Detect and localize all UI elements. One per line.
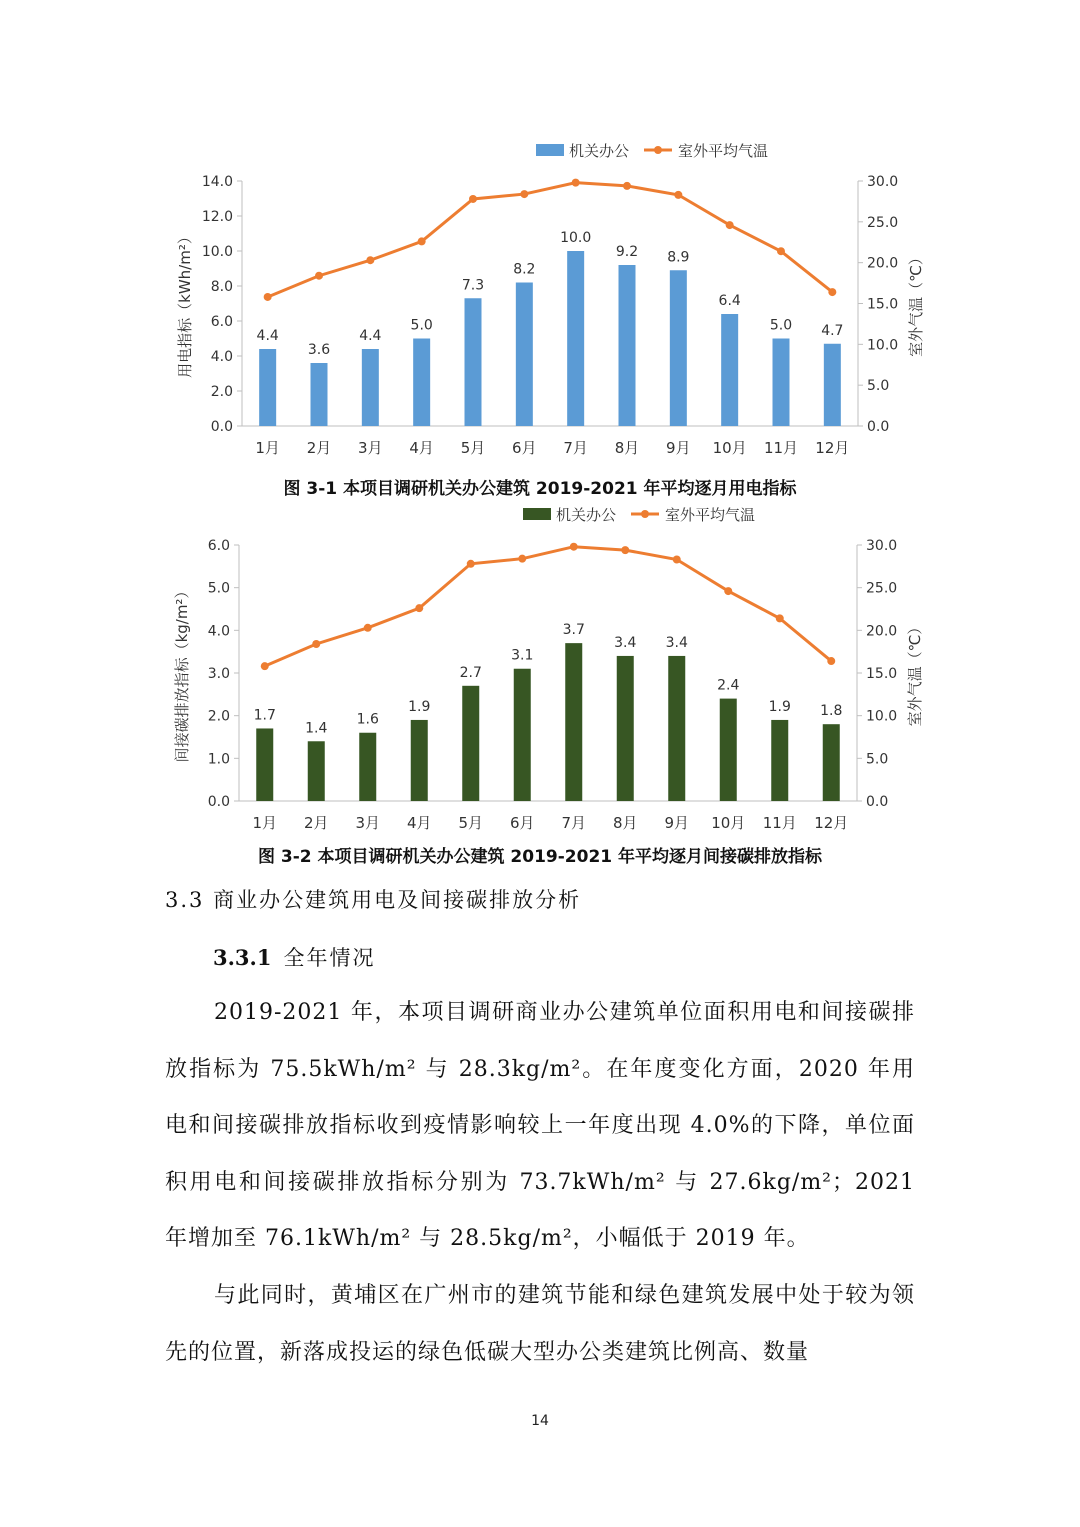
subsection-number: 3.3.1 [213, 945, 272, 970]
y2-tick-label: 25.0 [867, 214, 899, 231]
legend-bar-swatch [536, 144, 564, 156]
bar [362, 349, 379, 426]
bar-value-label: 3.6 [307, 342, 331, 358]
temperature-point [261, 662, 269, 670]
y2-tick-label: 5.0 [866, 751, 889, 768]
temperature-point [315, 272, 323, 280]
bar [721, 314, 738, 426]
temperature-point [418, 237, 426, 245]
y-tick-label: 1.0 [207, 751, 230, 768]
bar [824, 344, 841, 426]
x-tick-label: 3月 [358, 439, 383, 457]
bar [771, 720, 788, 801]
bar-value-label: 4.7 [821, 322, 844, 339]
bar-value-label: 2.7 [459, 664, 482, 681]
bar [514, 669, 531, 801]
y2-tick-label: 30.0 [867, 174, 899, 190]
bar-value-label: 3.1 [511, 647, 534, 664]
temperature-point [828, 288, 836, 296]
bar [617, 656, 634, 801]
bar [462, 686, 479, 801]
page-number: 14 [531, 1413, 549, 1429]
bar [773, 339, 790, 427]
bar [720, 699, 737, 801]
y-tick-label: 8.0 [210, 279, 233, 295]
bar-value-label: 9.2 [615, 244, 639, 260]
y-axis-title: 用电指标（kWh/m²） [176, 229, 194, 378]
temperature-point [366, 256, 374, 264]
x-tick-label: 5月 [460, 439, 486, 457]
bar-value-label: 1.6 [356, 711, 379, 728]
y-tick-label: 0.0 [207, 794, 230, 810]
y-tick-label: 2.0 [210, 384, 233, 400]
x-tick-label: 12月 [814, 814, 849, 832]
bar [411, 720, 428, 801]
legend-line-marker [654, 146, 662, 154]
paragraph-1: 2019-2021 年，本项目调研商业办公建筑单位面积用电和间接碳排放指标为 75.5kWh/m² 与 28.3kg/m²。在年度变化方面，2020 年用电和间接碳排放指标收到疫情影响较上一年度出现 4.0%的下降，单位面积用电和间接碳排放指标分别为 73.7kWh/m² 与 27.6kg/m²；2021 年增加至 76.1kWh/m² 与 28.5kg/m²，小幅低于 2019 年。 [165, 1000, 915, 1251]
bar-value-label: 10.0 [560, 230, 592, 246]
subsection-heading [213, 942, 375, 972]
x-tick-label: 7月 [561, 814, 587, 832]
y-tick-label: 14.0 [201, 174, 233, 190]
y2-tick-label: 5.0 [867, 378, 890, 395]
y2-tick-label: 30.0 [866, 538, 898, 554]
y-tick-label: 0.0 [210, 419, 233, 435]
x-tick-label: 6月 [509, 814, 535, 832]
temperature-point [469, 195, 477, 203]
y2-tick-label: 15.0 [867, 296, 899, 313]
bar [619, 265, 636, 426]
bar [823, 724, 840, 801]
bar-value-label: 1.8 [820, 703, 843, 720]
x-tick-label: 12月 [815, 439, 850, 457]
temperature-point [570, 543, 578, 551]
temperature-point [467, 560, 475, 568]
bar-value-label: 8.9 [667, 249, 690, 266]
section-heading: 3.3 商业办公建筑用电及间接碳排放分析 [165, 888, 582, 912]
carbon-chart [0, 495, 1080, 840]
temperature-point [621, 546, 629, 554]
bar-value-label: 5.0 [410, 317, 433, 334]
y-tick-label: 12.0 [201, 209, 233, 225]
temperature-point [572, 179, 580, 187]
x-tick-label: 11月 [762, 814, 797, 832]
y2-tick-label: 25.0 [866, 580, 898, 597]
y-tick-label: 2.0 [207, 708, 230, 725]
bar [256, 728, 273, 801]
x-tick-label: 4月 [406, 814, 432, 832]
legend-line-label: 室外平均气温 [678, 142, 769, 160]
electricity-chart [0, 130, 1080, 475]
x-tick-label: 2月 [303, 814, 329, 832]
x-tick-label: 8月 [612, 814, 638, 832]
bar [565, 643, 582, 801]
bar [516, 283, 533, 427]
x-tick-label: 6月 [512, 439, 537, 457]
bar-value-label: 3.4 [614, 634, 637, 651]
x-tick-label: 2月 [306, 439, 332, 457]
chart2-caption: 图 3-2 本项目调研机关办公建筑 2019-2021 年平均逐月间接碳排放指标 [257, 847, 823, 867]
temperature-point [623, 182, 631, 190]
temperature-point [726, 221, 734, 229]
y-axis-title: 间接碳排放指标（kg/m²） [173, 583, 191, 763]
bar [308, 741, 325, 801]
bar [359, 733, 376, 801]
bar [670, 270, 687, 426]
y2-tick-label: 20.0 [866, 623, 898, 640]
temperature-point [364, 624, 372, 632]
bar-value-label: 7.3 [461, 277, 485, 294]
bar-value-label: 4.4 [359, 328, 382, 344]
legend-bar-swatch [523, 508, 551, 520]
temperature-point [674, 191, 682, 199]
bar-value-label: 3.4 [665, 634, 688, 651]
legend-bar-label: 机关办公 [569, 142, 630, 160]
y-tick-label: 4.0 [207, 623, 230, 640]
bar-value-label: 3.7 [562, 622, 585, 639]
x-tick-label: 1月 [255, 439, 280, 457]
temperature-point [724, 587, 732, 595]
bar [413, 339, 430, 427]
temperature-point [673, 556, 681, 564]
bar [668, 656, 685, 801]
temperature-point [312, 640, 320, 648]
y2-tick-label: 0.0 [866, 794, 889, 810]
bar-value-label: 1.7 [253, 707, 276, 724]
x-tick-label: 10月 [712, 439, 747, 457]
x-tick-label: 5月 [458, 814, 484, 832]
bar-value-label: 1.4 [305, 720, 328, 737]
bar [567, 251, 584, 426]
temperature-line [265, 547, 832, 666]
y-tick-label: 4.0 [210, 349, 233, 365]
bar-value-label: 4.4 [256, 328, 279, 344]
chart1-caption: 图 3-1 本项目调研机关办公建筑 2019-2021 年平均逐月用电指标 [283, 479, 797, 499]
bar [465, 298, 482, 426]
y-tick-label: 6.0 [207, 538, 230, 554]
bar-value-label: 8.2 [513, 261, 536, 278]
y2-tick-label: 15.0 [866, 666, 898, 682]
temperature-point [520, 190, 528, 198]
temperature-point [776, 614, 784, 622]
y2-axis-title: 室外气温（℃） [907, 250, 925, 357]
bar [259, 349, 276, 426]
temperature-point [415, 604, 423, 612]
legend-bar-label: 机关办公 [556, 506, 617, 524]
subsection-title: 全年情况 [283, 946, 376, 970]
x-tick-label: 11月 [763, 439, 799, 457]
y2-tick-label: 10.0 [867, 337, 899, 354]
bar-value-label: 2.4 [717, 677, 740, 694]
legend-line-label: 室外平均气温 [665, 506, 756, 524]
x-tick-label: 8月 [614, 439, 640, 457]
x-tick-label: 9月 [664, 814, 690, 832]
y-tick-label: 6.0 [210, 314, 233, 330]
bar-value-label: 1.9 [408, 698, 431, 715]
bar-value-label: 6.4 [718, 293, 741, 309]
temperature-point [518, 555, 526, 563]
x-tick-label: 7月 [563, 439, 588, 457]
paragraph-2: 与此同时，黄埔区在广州市的建筑节能和绿色建筑发展中处于较为领先的位置，新落成投运的绿色低碳大型办公类建筑比例高、数量 [165, 1283, 915, 1365]
y2-tick-label: 20.0 [867, 255, 899, 272]
y-tick-label: 10.0 [201, 244, 233, 260]
bar-value-label: 1.9 [768, 698, 791, 715]
temperature-point [264, 293, 272, 301]
x-tick-label: 1月 [252, 814, 278, 832]
x-tick-label: 4月 [409, 439, 434, 457]
x-tick-label: 9月 [666, 439, 691, 457]
legend-line-marker [641, 510, 649, 518]
y2-tick-label: 0.0 [867, 419, 890, 435]
bar-value-label: 5.0 [769, 317, 793, 334]
temperature-line [268, 183, 833, 297]
temperature-point [777, 247, 785, 255]
temperature-point [827, 657, 835, 665]
bar [311, 363, 328, 426]
y2-tick-label: 10.0 [866, 708, 898, 725]
x-tick-label: 10月 [711, 814, 746, 832]
x-tick-label: 3月 [355, 814, 381, 832]
y-tick-label: 5.0 [207, 580, 230, 597]
y-tick-label: 3.0 [207, 666, 230, 682]
y2-axis-title: 室外气温（℃） [906, 619, 924, 727]
